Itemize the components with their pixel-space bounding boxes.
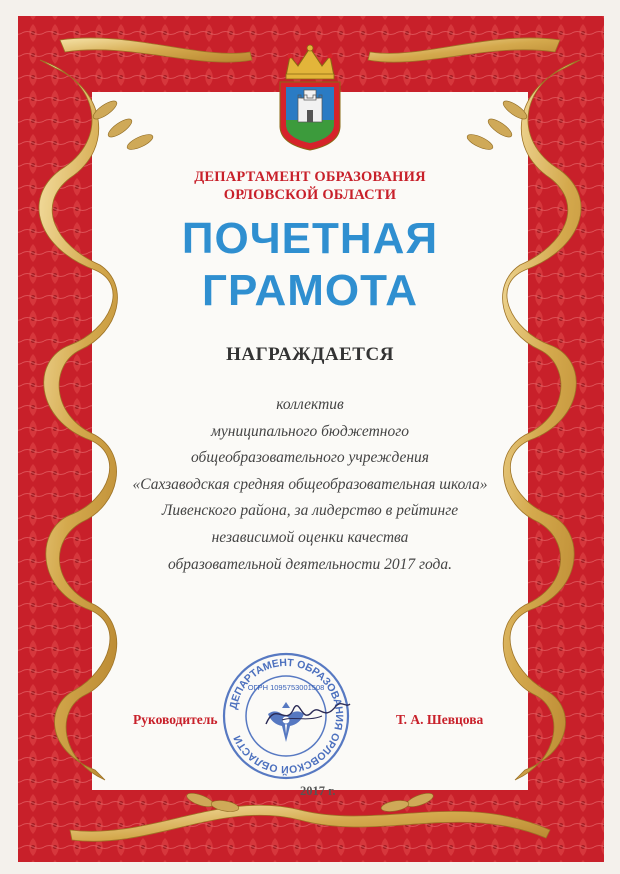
department-heading: [0, 168, 620, 204]
award-text-line: общеобразовательного учреждения: [190, 449, 429, 467]
stamp-ogrn: ОГРН 1095753001508: [247, 683, 325, 692]
award-text-line: муниципального бюджетного: [210, 422, 410, 440]
award-text: [0, 392, 620, 578]
awarded-heading: НАГРАЖДАЕТСЯ: [226, 344, 394, 365]
title-line-2: ГРАМОТА: [202, 266, 418, 315]
award-text-line: независимой оценки качества: [211, 528, 409, 546]
signatory-name: Т. А. Шевцова: [396, 712, 484, 727]
issue-date: 2017 г.: [300, 784, 336, 798]
title-line-1: ПОЧЕТНАЯ: [181, 214, 439, 263]
department-line-1: ДЕПАРТАМЕНТ ОБРАЗОВАНИЯ: [194, 169, 426, 185]
award-text-line: Ливенского района, за лидерство в рейтинге: [161, 502, 459, 520]
signatory-title: Руководитель: [133, 712, 218, 727]
award-text-line: «Сахзаводская средняя общеобразовательная школа»: [132, 475, 488, 493]
stamp-ring-text: ДЕПАРТАМЕНТ ОБРАЗОВАНИЯ ОРЛОВСКОЙ ОБЛАСТИ: [227, 656, 346, 776]
handwritten-signature: [262, 694, 352, 734]
award-text-line: коллектив: [276, 396, 344, 413]
department-line-2: ОРЛОВСКОЙ ОБЛАСТИ: [223, 187, 397, 203]
award-text-line: образовательной деятельности 2017 года.: [167, 555, 453, 573]
